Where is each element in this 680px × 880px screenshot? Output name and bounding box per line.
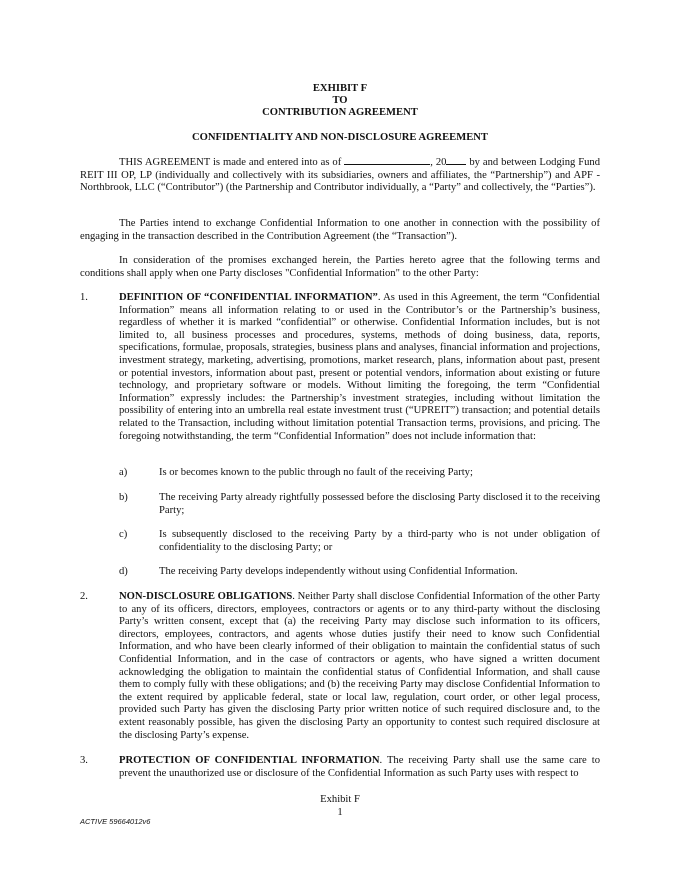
item-c-text: Is subsequently disclosed to the receiving Party by a third-party who is not under obligation of confidentiality to the disclosing Party; or — [159, 529, 600, 553]
date-blank — [344, 155, 430, 165]
item-b-text: The receiving Party already rightfully possessed before the disclosing Party disclosed it to the receiving Party; — [159, 492, 600, 516]
consideration-paragraph: In consideration of the promises exchanged herein, the Parties hereto agree that the following terms and conditions shall apply when one Party discloses "Confidential Information" to the other Party: — [80, 255, 600, 279]
section-3-text: . The receiving Party shall use the same care to prevent the unauthorized use or disclosure of the Confidential Information as such Party uses with respect to — [119, 755, 601, 779]
item-a-label: a) — [119, 467, 128, 478]
item-a-text: Is or becomes known to the public through no fault of the receiving Party; — [159, 467, 473, 478]
section-2-text: . Neither Party shall disclose Confidential Information of the other Party to any of its officers, directors, employees, contractors or agents or to any third-party without the disclosing Party’s written consent, except that (a) the receiving Party may disclose such information to its officers, directors, employees, contractors, and agents whose duties justify their need to know such Confidential Information, and who have been clearly informed of their obligation to maintain the confidential status of such Confidential Information, and in the case of contractors or agents, who have signed a written document acknowledging the obligation to maintain the confidential status of Confidential Information, and shall cause them to comply fully with these obligations; and (b) the receiving Party may disclose Confidential Information to the extent required by applicable federal, state or local law, regulation, court order, or other legal process, provided such Party has given the disclosing Party prior written notice of such required disclosure and, to the extent reasonably possible, has given the disclosing Party an opportunity to contest such required disclosure at the disclosing Party’s expense. — [119, 591, 600, 741]
section-2-number: 2. — [80, 591, 88, 602]
section-2-body — [119, 591, 600, 742]
purpose-paragraph: The Parties intend to exchange Confidential Information to one another in connection with the possibility of engaging in the transaction described in the Contribution Agreement (the “Transaction”). — [80, 218, 600, 242]
page-number: 1 — [337, 807, 343, 818]
item-d-label: d) — [119, 566, 128, 577]
agreement-title: CONTRIBUTION AGREEMENT — [262, 107, 418, 118]
year-blank — [446, 155, 466, 165]
section-1-text: . As used in this Agreement, the term “Confidential Information” means all information relating to or used in the Contributor’s or the Partnership’s business, regardless of whether it is marked “confidential” or otherwise. Confidential Information includes, but is not limited to, all business processes and procedures, systems, methods of doing business, data, reports, specifications, formulae, proposals, strategies, business plans and analyses, financial information and projections, investment strategy, marketing, advertising, promotions, market research, plans, information about past, present or potential investors, information about past, present or potential vendors, information about existing or future technology, and proprietary software or models. Without limiting the foregoing, the term “Confidential Information” expressly includes: the Partnership’s investment strategies, including without limitation the possibility of entering into an umbrella real estate investment trust (“UPREIT”) transaction; and potential details related to the Transaction, including without limitation potential Transaction terms, provisions, and pricing. The foregoing notwithstanding, the term “Confidential Information” does not include information that: — [119, 292, 601, 442]
section-3-body — [119, 755, 600, 780]
section-1-number: 1. — [80, 292, 88, 303]
to-label: TO — [332, 95, 348, 106]
section-1-heading: DEFINITION OF “CONFIDENTIAL INFORMATION” — [119, 292, 378, 303]
item-d-text: The receiving Party develops independently without using Confidential Information. — [159, 566, 518, 577]
intro-text-a: THIS AGREEMENT is made and entered into as of — [119, 157, 345, 168]
section-2-heading: NON-DISCLOSURE OBLIGATIONS — [119, 591, 293, 602]
intro-text-b: , 20 — [430, 157, 447, 168]
document-id: ACTIVE 59664012v6 — [80, 817, 151, 826]
intro-text-c: by and between Lodging Fund REIT III OP, LP (individually and collectively with its subsidiaries, owners and affiliates, the “Partnership”) and APF - Northbrook, LLC (“Contributor”) (the Partnership and Contributor individually, a “Party” and collectively, the “Parties”). — [80, 157, 601, 194]
exhibit-label: EXHIBIT F — [312, 83, 368, 94]
document-subtitle: CONFIDENTIALITY AND NON-DISCLOSURE AGREEMENT — [192, 132, 488, 143]
section-3-heading: PROTECTION OF CONFIDENTIAL INFORMATION — [119, 755, 380, 766]
footer-exhibit-label: Exhibit F — [320, 794, 360, 805]
section-3-number: 3. — [80, 755, 88, 766]
item-c-label: c) — [119, 529, 128, 540]
item-b-label: b) — [119, 492, 128, 503]
section-1-body — [119, 292, 600, 443]
intro-paragraph — [80, 155, 600, 195]
